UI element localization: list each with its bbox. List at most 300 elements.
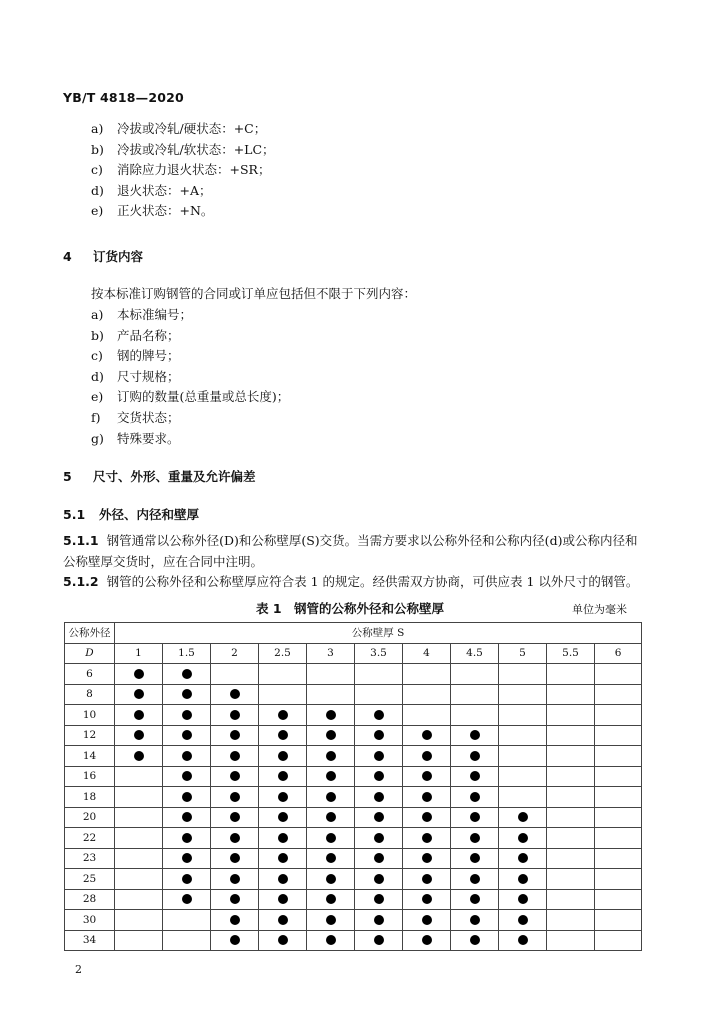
table-cell — [163, 725, 211, 746]
available-dot-icon — [374, 751, 384, 761]
table-cell — [451, 684, 499, 705]
od-cell: 12 — [65, 725, 115, 746]
list-item: c) 钢的牌号； — [91, 348, 180, 364]
table-cell — [403, 889, 451, 910]
table-cell — [307, 910, 355, 931]
available-dot-icon — [182, 894, 192, 904]
table-cell — [451, 807, 499, 828]
table-cell — [211, 664, 259, 685]
table-cell — [115, 848, 163, 869]
table-row — [65, 766, 642, 787]
table-cell — [499, 664, 547, 685]
table-cell — [355, 684, 403, 705]
page-number: 2 — [75, 963, 82, 976]
available-dot-icon — [182, 751, 192, 761]
table-cell — [163, 930, 211, 951]
available-dot-icon — [182, 771, 192, 781]
available-dot-icon — [278, 792, 288, 802]
available-dot-icon — [326, 833, 336, 843]
list-item: c) 消除应力退火状态：+SR； — [91, 162, 271, 178]
table-cell — [211, 746, 259, 767]
available-dot-icon — [374, 894, 384, 904]
available-dot-icon — [182, 730, 192, 740]
table-cell — [547, 848, 595, 869]
available-dot-icon — [374, 710, 384, 720]
available-dot-icon — [470, 915, 480, 925]
table-cell — [115, 664, 163, 685]
table-cell — [355, 746, 403, 767]
table-cell — [163, 766, 211, 787]
doc-code-header: YB/T 4818—2020 — [63, 90, 184, 105]
table-cell — [115, 910, 163, 931]
available-dot-icon — [278, 915, 288, 925]
table-cell — [595, 889, 642, 910]
thickness-header: 公称壁厚 S — [115, 623, 642, 644]
available-dot-icon — [326, 894, 336, 904]
table-cell — [355, 725, 403, 746]
available-dot-icon — [134, 669, 144, 679]
table-caption: 表 1 钢管的公称外径和公称壁厚 — [256, 601, 445, 616]
table-row — [65, 684, 642, 705]
available-dot-icon — [278, 833, 288, 843]
thickness-col-header: 1 — [115, 643, 163, 664]
table-cell — [451, 664, 499, 685]
table-row — [65, 910, 642, 931]
od-cell: 22 — [65, 828, 115, 849]
table-cell — [259, 705, 307, 726]
table-cell — [259, 848, 307, 869]
thickness-col-header: 4.5 — [451, 643, 499, 664]
table-cell — [595, 725, 642, 746]
table-cell — [547, 910, 595, 931]
table-cell — [163, 664, 211, 685]
table-cell — [451, 705, 499, 726]
available-dot-icon — [278, 812, 288, 822]
table-cell — [259, 787, 307, 808]
available-dot-icon — [470, 730, 480, 740]
table-cell — [355, 766, 403, 787]
table-cell — [595, 787, 642, 808]
table-cell — [355, 869, 403, 890]
table-cell — [403, 869, 451, 890]
table-cell — [595, 705, 642, 726]
table-cell — [163, 828, 211, 849]
table-cell — [163, 910, 211, 931]
table-cell — [211, 848, 259, 869]
table-row — [65, 828, 642, 849]
available-dot-icon — [182, 874, 192, 884]
available-dot-icon — [518, 915, 528, 925]
available-dot-icon — [230, 812, 240, 822]
available-dot-icon — [422, 792, 432, 802]
table-cell — [451, 746, 499, 767]
table-cell — [547, 766, 595, 787]
table-cell — [403, 725, 451, 746]
table-cell — [547, 684, 595, 705]
available-dot-icon — [374, 812, 384, 822]
available-dot-icon — [326, 710, 336, 720]
paragraph-5-1-2: 5.1.2 钢管的公称外径和公称壁厚应符合表 1 的规定。经供需双方协商，可供应表 1 以外尺寸的钢管。 — [63, 574, 639, 589]
table-row — [65, 746, 642, 767]
table-cell — [115, 828, 163, 849]
od-cell: 14 — [65, 746, 115, 767]
table-cell — [259, 664, 307, 685]
available-dot-icon — [422, 894, 432, 904]
available-dot-icon — [230, 710, 240, 720]
list-item: b) 冷拔或冷轧/软状态：+LC； — [91, 141, 275, 157]
table-cell — [355, 828, 403, 849]
table-cell — [595, 746, 642, 767]
available-dot-icon — [374, 935, 384, 945]
available-dot-icon — [470, 894, 480, 904]
table-cell — [211, 684, 259, 705]
list-item: a) 本标准编号； — [91, 307, 193, 322]
available-dot-icon — [326, 874, 336, 884]
table-body — [65, 664, 642, 951]
list-item: d) 退火状态：+A； — [91, 182, 212, 198]
table-cell — [451, 766, 499, 787]
available-dot-icon — [470, 771, 480, 781]
table-cell — [115, 766, 163, 787]
table-cell — [115, 807, 163, 828]
table-cell — [403, 684, 451, 705]
list-item: g) 特殊要求。 — [91, 430, 180, 446]
available-dot-icon — [278, 935, 288, 945]
available-dot-icon — [470, 751, 480, 761]
table-cell — [211, 807, 259, 828]
available-dot-icon — [374, 771, 384, 781]
available-dot-icon — [182, 853, 192, 863]
thickness-col-header: 5.5 — [547, 643, 595, 664]
paragraph-5-1-1: 5.1.1 钢管通常以公称外径(D)和公称壁厚(S)交货。当需方要求以公称外径和公称内径(d)或公称内径和公称壁厚交货时，应在合同中注明。 — [63, 533, 638, 569]
table-cell — [211, 930, 259, 951]
available-dot-icon — [230, 833, 240, 843]
available-dot-icon — [182, 833, 192, 843]
thickness-col-header: 2 — [211, 643, 259, 664]
table-cell — [211, 828, 259, 849]
table-cell — [211, 787, 259, 808]
list-item: e) 订购的数量(总重量或总长度)； — [91, 389, 290, 405]
table-row — [65, 848, 642, 869]
table-cell — [259, 807, 307, 828]
available-dot-icon — [230, 915, 240, 925]
table-cell — [547, 828, 595, 849]
available-dot-icon — [230, 751, 240, 761]
table-cell — [547, 889, 595, 910]
table-cell — [355, 705, 403, 726]
thickness-col-header: 5 — [499, 643, 547, 664]
table-cell — [307, 664, 355, 685]
table-cell — [355, 787, 403, 808]
table-cell — [547, 664, 595, 685]
table-cell — [355, 889, 403, 910]
table-cell — [163, 746, 211, 767]
table-cell — [595, 664, 642, 685]
table-cell — [499, 725, 547, 746]
table-cell — [259, 910, 307, 931]
table-cell — [595, 869, 642, 890]
available-dot-icon — [422, 853, 432, 863]
available-dot-icon — [230, 730, 240, 740]
available-dot-icon — [134, 689, 144, 699]
table-cell — [499, 930, 547, 951]
available-dot-icon — [326, 812, 336, 822]
available-dot-icon — [134, 710, 144, 720]
available-dot-icon — [470, 853, 480, 863]
available-dot-icon — [518, 812, 528, 822]
list-item: e) 正火状态：+N。 — [91, 203, 214, 219]
available-dot-icon — [374, 730, 384, 740]
available-dot-icon — [518, 853, 528, 863]
table-cell — [403, 787, 451, 808]
table-row — [65, 869, 642, 890]
table-cell — [595, 848, 642, 869]
table-cell — [115, 869, 163, 890]
table-cell — [499, 684, 547, 705]
available-dot-icon — [230, 771, 240, 781]
table-cell — [211, 910, 259, 931]
table-cell — [403, 746, 451, 767]
available-dot-icon — [278, 710, 288, 720]
table-cell — [163, 787, 211, 808]
od-cell: 34 — [65, 930, 115, 951]
order-content-list — [91, 305, 289, 449]
table-cell — [403, 807, 451, 828]
table-cell — [499, 787, 547, 808]
available-dot-icon — [422, 751, 432, 761]
od-cell: 6 — [65, 664, 115, 685]
thickness-col-header: 3 — [307, 643, 355, 664]
table-cell — [499, 910, 547, 931]
available-dot-icon — [326, 730, 336, 740]
od-cell: 28 — [65, 889, 115, 910]
section-4-heading: 4 订货内容 — [63, 249, 144, 264]
table-cell — [595, 910, 642, 931]
available-dot-icon — [422, 833, 432, 843]
table-cell — [451, 725, 499, 746]
table-cell — [403, 766, 451, 787]
table-cell — [451, 889, 499, 910]
table-cell — [115, 746, 163, 767]
available-dot-icon — [374, 853, 384, 863]
available-dot-icon — [326, 853, 336, 863]
section-5-1-heading: 5.1 外径、内径和壁厚 — [63, 507, 200, 522]
table-cell — [115, 705, 163, 726]
table-cell — [307, 930, 355, 951]
available-dot-icon — [470, 833, 480, 843]
table-cell — [259, 828, 307, 849]
available-dot-icon — [182, 792, 192, 802]
od-header: 公称外径 — [65, 623, 115, 644]
od-cell: 18 — [65, 787, 115, 808]
available-dot-icon — [182, 812, 192, 822]
od-cell: 8 — [65, 684, 115, 705]
table-cell — [307, 705, 355, 726]
table-cell — [499, 869, 547, 890]
table-cell — [307, 766, 355, 787]
table-cell — [355, 807, 403, 828]
available-dot-icon — [134, 751, 144, 761]
table-cell — [211, 889, 259, 910]
list-item: f) 交货状态； — [91, 409, 180, 425]
available-dot-icon — [278, 751, 288, 761]
available-dot-icon — [326, 792, 336, 802]
thickness-col-header: 1.5 — [163, 643, 211, 664]
table-cell — [307, 828, 355, 849]
table-cell — [403, 848, 451, 869]
available-dot-icon — [374, 874, 384, 884]
table-cell — [115, 725, 163, 746]
table-cell — [259, 930, 307, 951]
od-cell: 23 — [65, 848, 115, 869]
table-cell — [163, 807, 211, 828]
table-cell — [163, 889, 211, 910]
available-dot-icon — [182, 689, 192, 699]
table-cell — [211, 766, 259, 787]
available-dot-icon — [278, 874, 288, 884]
table-cell — [115, 684, 163, 705]
table-cell — [259, 889, 307, 910]
table-cell — [163, 848, 211, 869]
table-cell — [499, 807, 547, 828]
od-cell: 20 — [65, 807, 115, 828]
table-cell — [547, 705, 595, 726]
dimensions-table — [64, 622, 642, 951]
available-dot-icon — [374, 792, 384, 802]
available-dot-icon — [422, 874, 432, 884]
table-cell — [115, 889, 163, 910]
table-cell — [547, 746, 595, 767]
thickness-col-header: 3.5 — [355, 643, 403, 664]
available-dot-icon — [422, 915, 432, 925]
table-cell — [259, 869, 307, 890]
table-cell — [595, 766, 642, 787]
available-dot-icon — [230, 689, 240, 699]
table-row — [65, 807, 642, 828]
table-cell — [307, 869, 355, 890]
table-cell — [451, 910, 499, 931]
table-cell — [307, 848, 355, 869]
table-cell — [211, 705, 259, 726]
table-cell — [355, 930, 403, 951]
available-dot-icon — [374, 915, 384, 925]
section-4-intro: 按本标准订购钢管的合同或订单应包括但不限于下列内容： — [91, 286, 417, 301]
od-cell: 25 — [65, 869, 115, 890]
available-dot-icon — [422, 812, 432, 822]
available-dot-icon — [278, 730, 288, 740]
table-unit: 单位为毫米 — [572, 603, 627, 616]
available-dot-icon — [518, 874, 528, 884]
table-cell — [403, 930, 451, 951]
available-dot-icon — [278, 771, 288, 781]
table-cell — [547, 869, 595, 890]
list-item: a) 冷拔或冷轧/硬状态：+C； — [91, 121, 267, 136]
available-dot-icon — [518, 935, 528, 945]
available-dot-icon — [470, 935, 480, 945]
available-dot-icon — [326, 915, 336, 925]
table-cell — [451, 828, 499, 849]
table-cell — [499, 746, 547, 767]
table-cell — [499, 848, 547, 869]
table-cell — [499, 705, 547, 726]
table-cell — [499, 889, 547, 910]
table-cell — [259, 684, 307, 705]
table-cell — [403, 664, 451, 685]
table-row — [65, 664, 642, 685]
table-cell — [307, 725, 355, 746]
od-cell: 10 — [65, 705, 115, 726]
available-dot-icon — [518, 894, 528, 904]
thickness-col-header: 4 — [403, 643, 451, 664]
available-dot-icon — [182, 710, 192, 720]
available-dot-icon — [182, 669, 192, 679]
table-cell — [163, 869, 211, 890]
table-cell — [259, 725, 307, 746]
table-cell — [499, 828, 547, 849]
available-dot-icon — [470, 874, 480, 884]
table-cell — [595, 807, 642, 828]
table-cell — [355, 664, 403, 685]
table-cell — [355, 910, 403, 931]
table-cell — [403, 910, 451, 931]
available-dot-icon — [470, 812, 480, 822]
table-cell — [211, 725, 259, 746]
table-cell — [259, 746, 307, 767]
table-cell — [163, 684, 211, 705]
table-cell — [499, 766, 547, 787]
available-dot-icon — [230, 874, 240, 884]
thickness-col-header: 2.5 — [259, 643, 307, 664]
table-row — [65, 889, 642, 910]
table-cell — [547, 807, 595, 828]
table-cell — [595, 930, 642, 951]
table-row — [65, 930, 642, 951]
available-dot-icon — [422, 771, 432, 781]
table-cell — [211, 869, 259, 890]
available-dot-icon — [518, 833, 528, 843]
table-cell — [547, 725, 595, 746]
table-row — [65, 725, 642, 746]
available-dot-icon — [278, 894, 288, 904]
available-dot-icon — [230, 792, 240, 802]
table-cell — [307, 889, 355, 910]
table-cell — [307, 684, 355, 705]
available-dot-icon — [470, 792, 480, 802]
list-item: d) 尺寸规格； — [91, 368, 180, 384]
available-dot-icon — [230, 935, 240, 945]
available-dot-icon — [374, 833, 384, 843]
available-dot-icon — [230, 894, 240, 904]
table-cell — [163, 705, 211, 726]
table-cell — [595, 684, 642, 705]
section-5-heading: 5 尺寸、外形、重量及允许偏差 — [63, 469, 256, 484]
thickness-col-header: 6 — [595, 643, 642, 664]
table-cell — [403, 705, 451, 726]
states-list — [91, 119, 275, 222]
table-cell — [259, 766, 307, 787]
list-item: b) 产品名称； — [91, 327, 180, 343]
available-dot-icon — [326, 935, 336, 945]
table-cell — [307, 746, 355, 767]
table-row — [65, 705, 642, 726]
table-cell — [451, 787, 499, 808]
table-cell — [547, 787, 595, 808]
table-cell — [115, 930, 163, 951]
table-cell — [355, 848, 403, 869]
table-cell — [547, 930, 595, 951]
table-cell — [115, 787, 163, 808]
table-row — [65, 787, 642, 808]
